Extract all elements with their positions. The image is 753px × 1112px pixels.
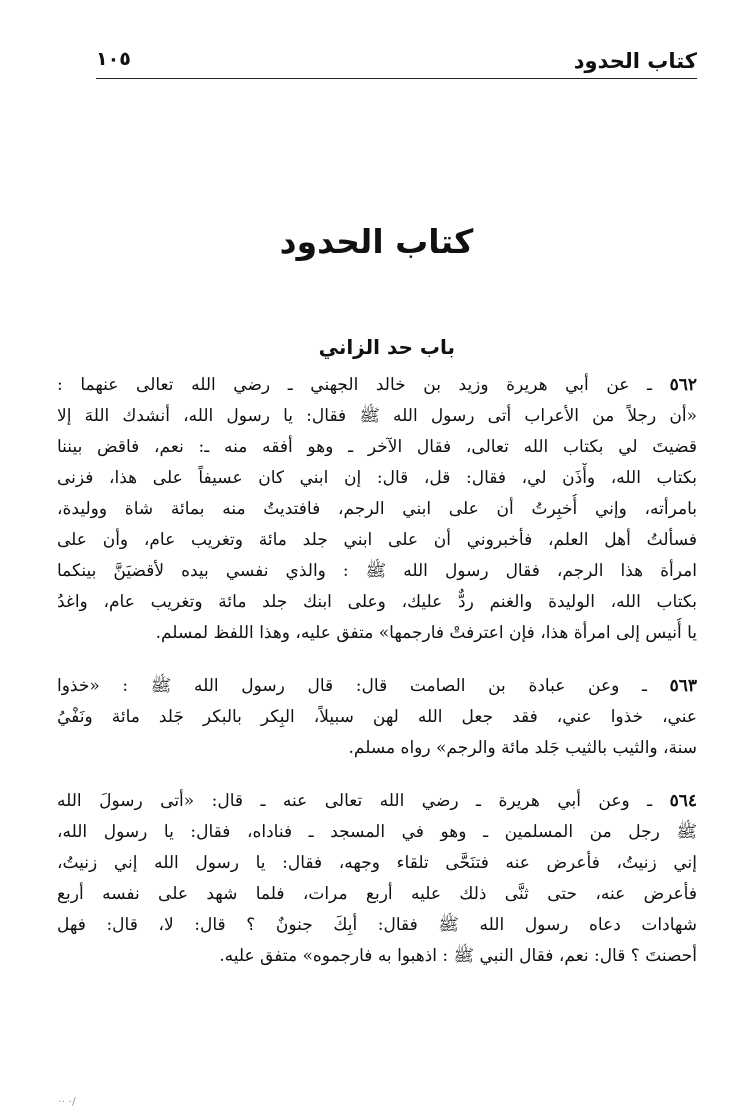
hadith-line: يا أُنيس إلى امرأة هذا، فإن اعترفتْ فارجمها» متفق عليه، وهذا اللفظ لمسلم. [155,623,697,643]
hadith-line-text: ـ عن أبي هريرة وزيد بن خالد الجهني ـ رضي الله تعالى عنهما : [57,375,670,395]
hadith-number: ٥٦٤ [669,791,697,811]
hadith-564 [57,786,697,972]
book-title: كتاب الحدود [279,222,474,261]
scan-mark: ·· ·/ [58,1095,76,1108]
hadith-line: فأعرض عنه، حتى ثنَّى ذلك عليه أربع مرات، فلما شهد على نفسه أربع [57,884,697,904]
hadith-line: امرأة هذا الرجم، فقال رسول الله ﷺ : والذي نفسي بيده لأقضيَنَّ بينكما [57,561,697,581]
hadith-line [57,370,697,401]
hadith-line-text: ـ وعن أبي هريرة ـ رضي الله تعالى عنه ـ قال: «أتى رسولَ الله [57,791,670,811]
hadith-line [57,786,697,817]
hadith-line: «أن رجلاً من الأعراب أتى رسول الله ﷺ فقال: يا رسول الله، أنشدك اللهَ إلا [57,406,697,426]
hadith-line: بامرأته، وإني أُخبِرتُ أن على ابني الرجم، فافتديتُ منه بمائة شاة ووليدة، [57,499,697,519]
chapter-title: باب حد الزاني [318,335,455,359]
hadith-563 [57,671,697,764]
running-header [96,44,697,79]
hadith-line: عني، خذوا عني، فقد جعل الله لهن سبيلاً، البِكر بالبكر جَلد مائة ونَفْيُ [57,707,697,727]
hadith-line: ﷺ رجل من المسلمين ـ وهو في المسجد ـ فناداه، فقال: يا رسول الله، [57,822,697,842]
hadith-line: شهادات دعاه رسول الله ﷺ فقال: أبِكَ جنونٌ ؟ قال: لا، قال: فهل [57,915,697,935]
body-text [57,370,697,994]
hadith-line: أحصنتَ ؟ قال: نعم، فقال النبي ﷺ : اذهبوا به فارجموه» متفق عليه. [219,946,697,966]
hadith-line: بكتاب الله، وأْذَن لي، فقال: قل، قال: إن ابني كان عسيفاً على هذا، فزنى [57,468,697,488]
page-number: ١٠٥ [96,48,131,70]
hadith-line [57,671,697,702]
running-title: كتاب الحدود [573,49,697,73]
hadith-line: بكتاب الله، الوليدة والغنم ردٌّ عليك، وعلى ابنك جلد مائة وتغريب عام، واغدُ [57,592,697,612]
hadith-line: فسألتُ أهل العلم، فأخبروني أن على ابني جلد مائة وتغريب عام، وأن على [57,530,697,550]
hadith-line-text: ـ وعن عبادة بن الصامت قال: قال رسول الله ﷺ : «خذوا [57,676,670,696]
hadith-line: قضيتَ لي بكتاب الله تعالى، فقال الآخر ـ وهو أفقه منه ـ: نعم، فاقض بيننا [57,437,697,457]
hadith-number: ٥٦٢ [669,375,697,395]
hadith-562 [57,370,697,649]
hadith-line: سنة، والثيب بالثيب جَلد مائة والرجم» رواه مسلم. [348,738,697,758]
hadith-number: ٥٦٣ [669,676,697,696]
hadith-line: إني زنيتُ، فأعرض عنه فتنَحَّى تلقاء وجهه، فقال: يا رسول الله إني زنيتُ، [57,853,697,873]
